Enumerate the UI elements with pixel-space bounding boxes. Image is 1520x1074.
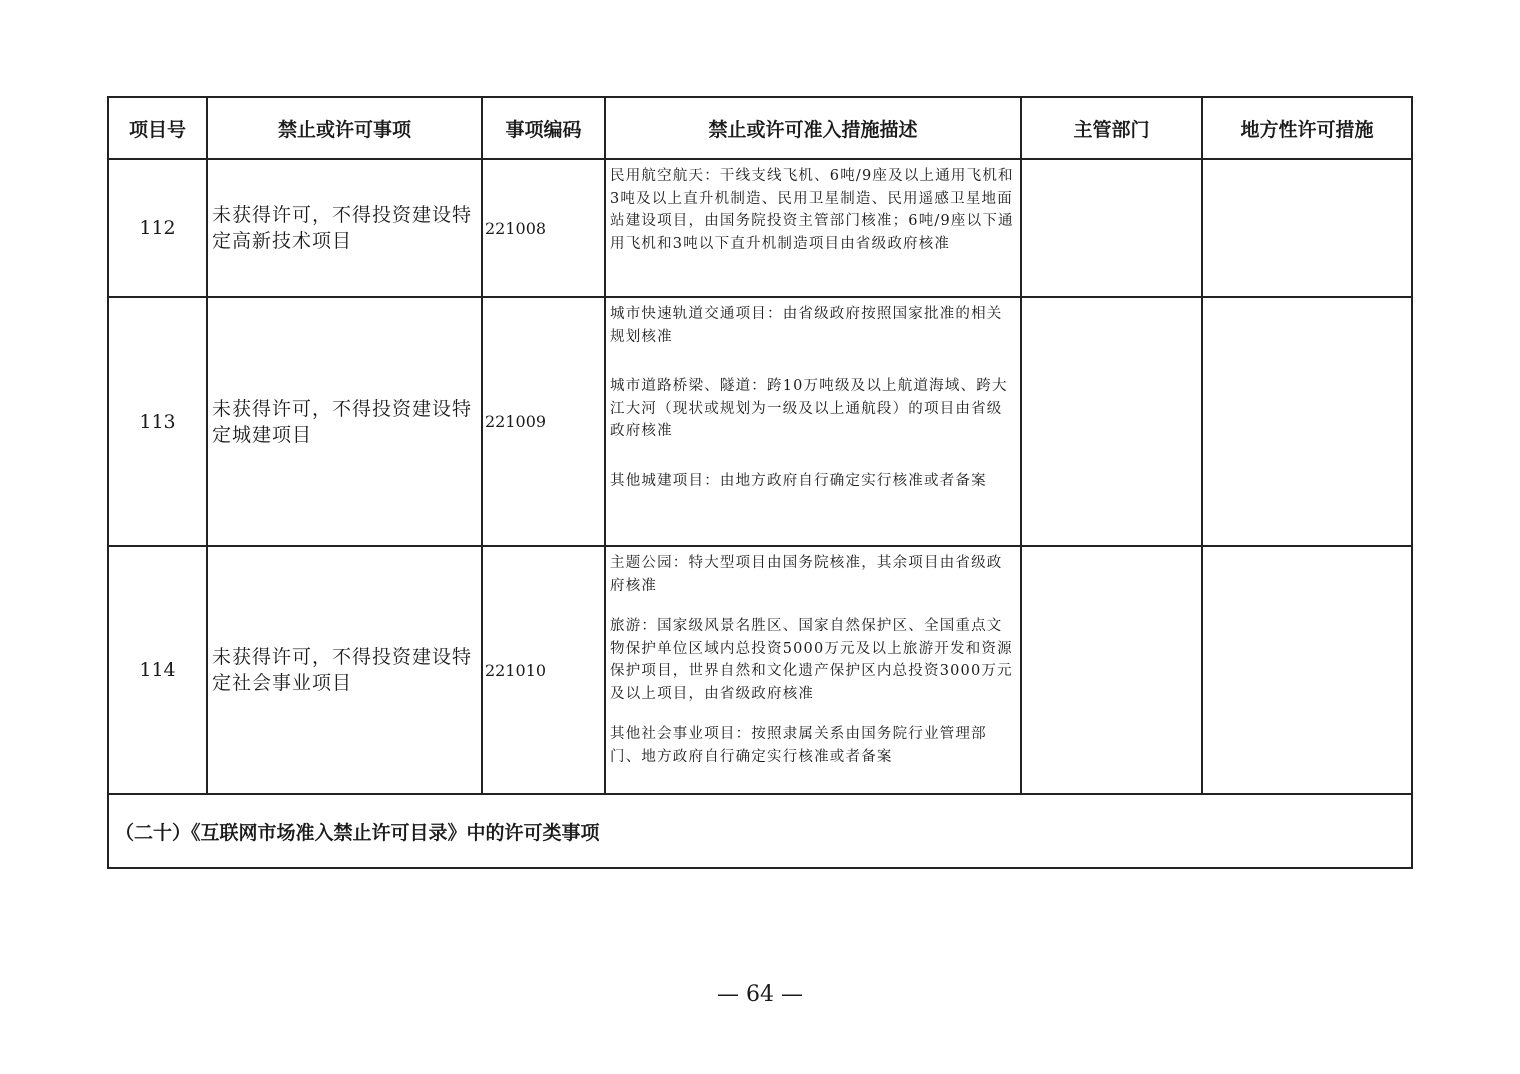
row-number: 113: [108, 297, 207, 546]
row-description: [605, 297, 1021, 546]
table-row: [108, 159, 1412, 297]
table-header-row: [108, 97, 1412, 159]
description-paragraph: 其他社会事业项目：按照隶属关系由国务院行业管理部门、地方政府自行确定实行核准或者备案: [610, 726, 987, 765]
row-description: [605, 546, 1021, 794]
row-description: [605, 159, 1021, 297]
header-item: 禁止或许可事项: [207, 97, 482, 159]
header-code: 事项编码: [482, 97, 605, 159]
header-local-measures: 地方性许可措施: [1202, 97, 1412, 159]
row-item: 未获得许可，不得投资建设特定城建项目: [207, 297, 482, 546]
header-description: 禁止或许可准入措施描述: [605, 97, 1021, 159]
row-local-measures: [1202, 297, 1412, 546]
section-row: [108, 794, 1412, 868]
row-department: [1021, 159, 1202, 297]
row-number: 112: [108, 159, 207, 297]
row-code: 221009: [482, 297, 605, 546]
description-paragraph: 主题公园：特大型项目由国务院核准，其余项目由省级政府核准: [610, 555, 1003, 594]
description-paragraph: 城市快速轨道交通项目：由省级政府按照国家批准的相关规划核准: [610, 306, 1003, 345]
description-paragraph: 旅游：国家级风景名胜区、国家自然保护区、全国重点文物保护单位区域内总投资5000万元及以上旅游开发和资源保护项目，世界自然和文化遗产保护区内总投资3000万元及以上项目，由省级政府核准: [610, 618, 1013, 702]
table-row: [108, 297, 1412, 546]
permit-table: [107, 96, 1413, 869]
row-number: 114: [108, 546, 207, 794]
description-paragraph: 城市道路桥梁、隧道：跨10万吨级及以上航道海域、跨大江大河（现状或规划为一级及以上通航段）的项目由省级政府核准: [610, 378, 1008, 439]
row-local-measures: [1202, 159, 1412, 297]
description-paragraph: 其他城建项目：由地方政府自行确定实行核准或者备案: [610, 472, 987, 489]
header-department: 主管部门: [1021, 97, 1202, 159]
section-title: （二十）《互联网市场准入禁止许可目录》中的许可类事项: [108, 794, 1412, 868]
row-code: 221008: [482, 159, 605, 297]
row-item: 未获得许可，不得投资建设特定社会事业项目: [207, 546, 482, 794]
row-local-measures: [1202, 546, 1412, 794]
row-code: 221010: [482, 546, 605, 794]
row-department: [1021, 297, 1202, 546]
page-number: — 64 —: [717, 982, 803, 1007]
row-item: 未获得许可，不得投资建设特定高新技术项目: [207, 159, 482, 297]
description-paragraph: 民用航空航天：干线支线飞机、6吨/9座及以上通用飞机和3吨及以上直升机制造、民用卫星制造、民用遥感卫星地面站建设项目，由国务院投资主管部门核准；6吨/9座以下通用飞机和3吨以下直升机制造项目由省级政府核准: [610, 168, 1014, 252]
table-row: [108, 546, 1412, 794]
header-item-number: 项目号: [108, 97, 207, 159]
row-department: [1021, 546, 1202, 794]
